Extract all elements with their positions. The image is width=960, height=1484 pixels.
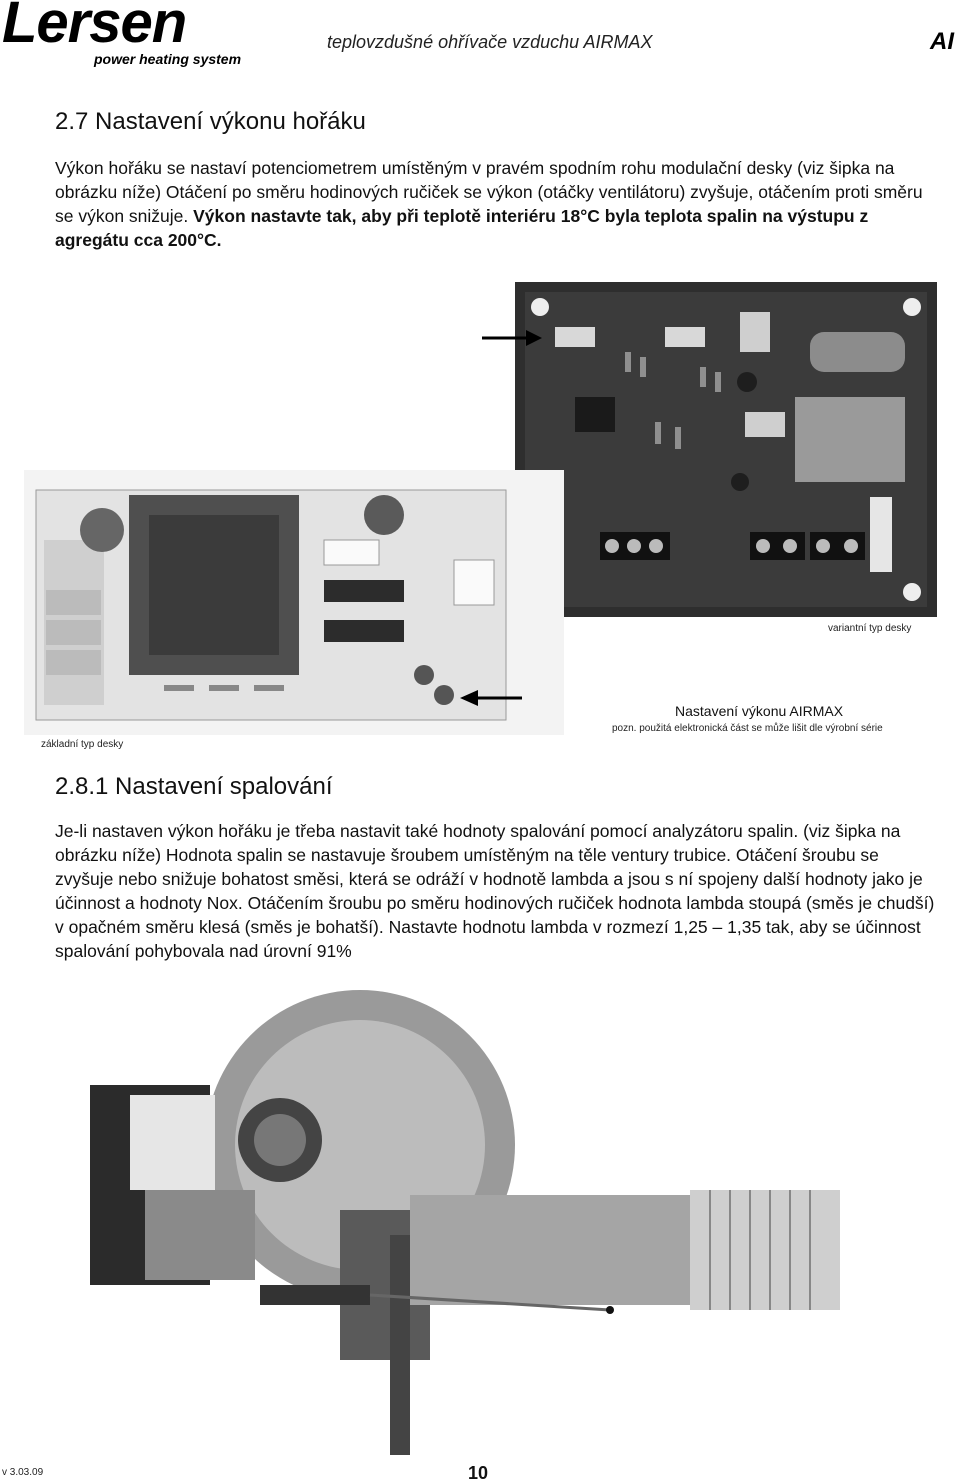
- section-text-combustion: Je-li nastaven výkon hořáku je třeba nastavit také hodnoty spalování pomocí analyzátoru spalin. (viz šipka na obrázku níže) Hodnota spalin se nastavuje šroubem umístěným na těle ventury trubice. Otáčení šroubu se zvyšuje nebo snižuje bohatost směsi, která se odráží v hodnotě lambda a jsou s ní spojeny další hodnoty jako je účinnost a hodnoty Nox. Otáčením šroubu po směru hodinových ručiček hodnota lambda stoupá (směs je chudší) v opačném směru klesá (směs je bohatší). Nastavte hodnotu lambda v rozmezí 1,25 – 1,35 tak, aby se účinnost spalování pohybovala nad úrovní 91%: [55, 821, 935, 961]
- footer-version: v 3.03.09: [2, 1467, 44, 1478]
- arrow-right-icon: [482, 328, 542, 353]
- section-text-power: [55, 156, 935, 252]
- footer-page-number: 10: [468, 1463, 489, 1483]
- caption-base-board: základní typ desky: [41, 739, 124, 750]
- section-text-normal: Výkon hořáku se nastaví potenciometrem umístěným v pravém spodním rohu modulační desky (viz šipka na obrázku níže) Otáčení po směru hodinových ručiček se výkon (otáčky ventilátoru) zvyšuje, otáčením proti směru se výkon snižuje.: [55, 158, 923, 226]
- variant-board-photo: [515, 282, 937, 617]
- burner-photo: [90, 975, 910, 1455]
- document-code: AI: [930, 28, 954, 55]
- arrow-left-icon: [460, 688, 522, 713]
- section-text-bold: Výkon nastavte tak, aby při teplotě interiéru 18°C byla teplota spalin na výstupu z agregátu cca 200°C.: [55, 206, 869, 250]
- section-heading-combustion: 2.8.1 Nastavení spalování: [55, 773, 333, 800]
- caption-figure-note: pozn. použitá elektronická část se může lišit dle výrobní série: [612, 723, 883, 734]
- section-heading-power: 2.7 Nastavení výkonu hořáku: [55, 108, 366, 135]
- caption-variant-board: variantní typ desky: [828, 623, 912, 634]
- document-title: teplovzdušné ohřívače vzduchu AIRMAX: [327, 32, 653, 52]
- brand-logo: Lersen: [2, 0, 187, 55]
- brand-tagline: power heating system: [94, 51, 242, 67]
- caption-figure-title: Nastavení výkonu AIRMAX: [675, 703, 844, 719]
